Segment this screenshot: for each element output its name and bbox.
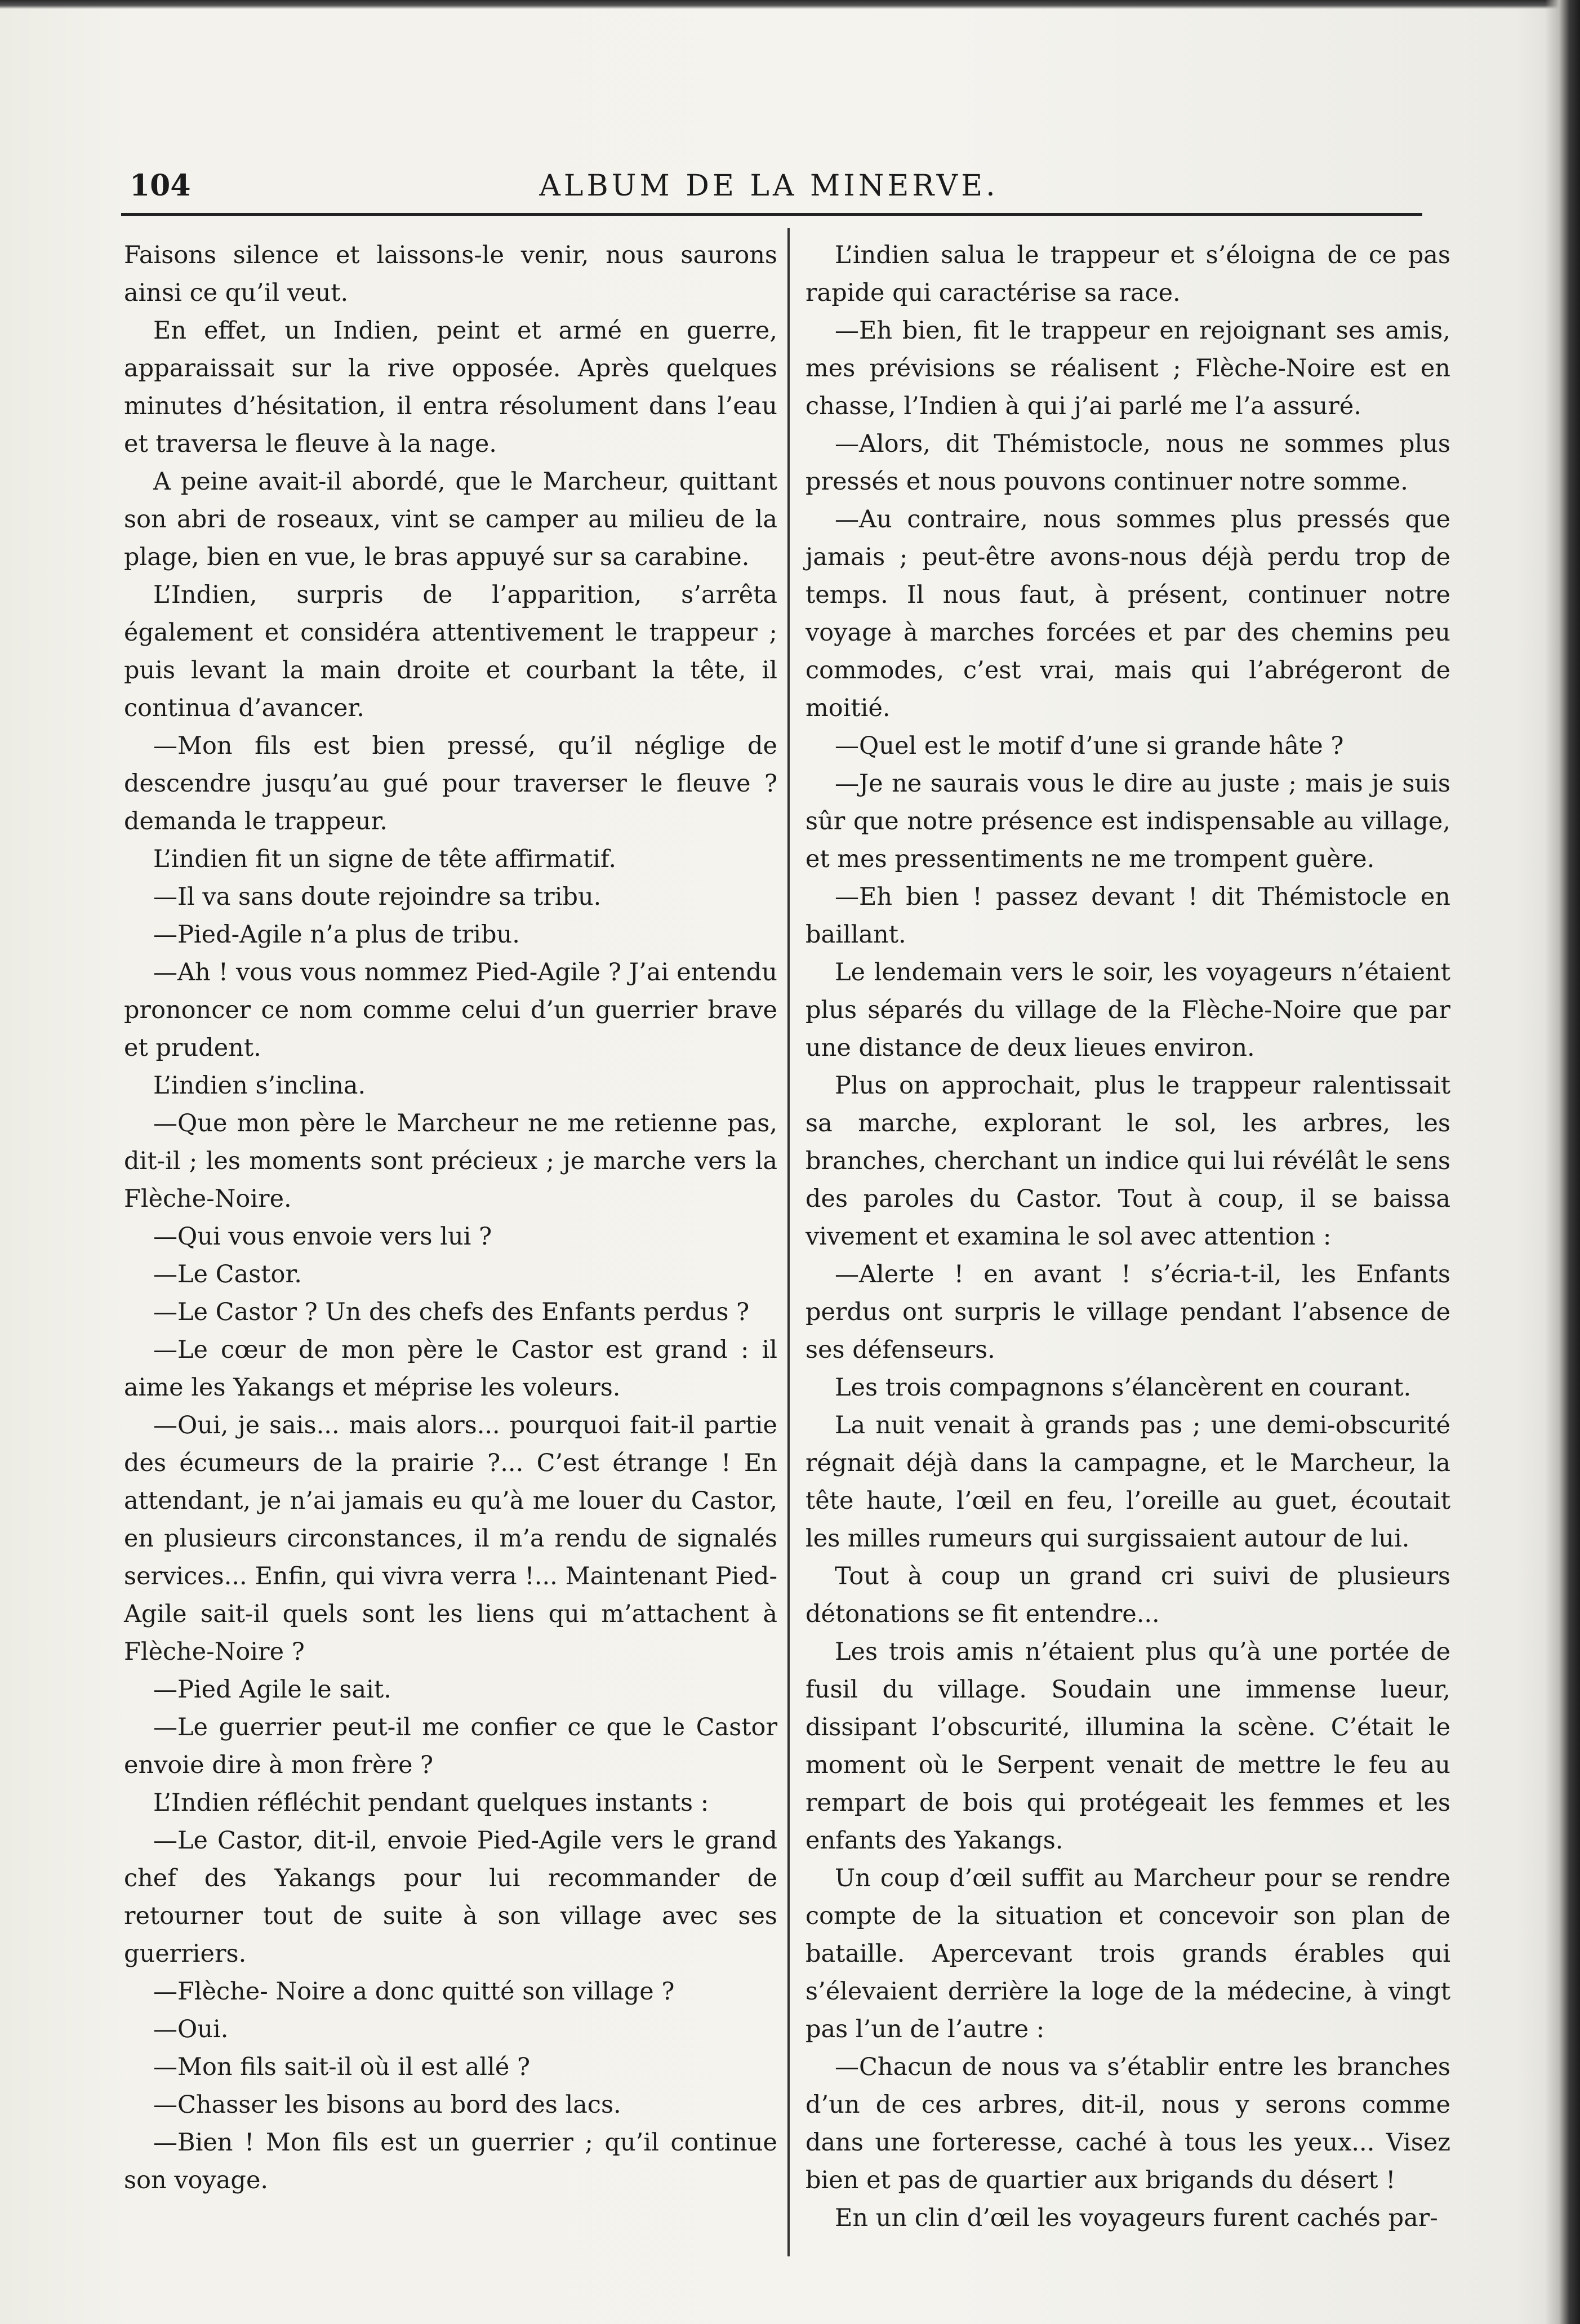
- paragraph: —Le Castor ? Un des chefs des Enfants perdus ?: [153, 1298, 750, 1326]
- paragraph: L’indien fit un signe de tête affirmatif.: [153, 845, 617, 873]
- paragraph: —Bien ! Mon fils est un guerrier ; qu’il continue son voyage.: [124, 2129, 777, 2194]
- paragraph: —Pied Agile le sait.: [153, 1676, 391, 1704]
- paragraph: —Alors, dit Thémistocle, nous ne sommes plus pressés et nous pouvons continuer notre somme.: [805, 430, 1450, 496]
- paragraph: —Chacun de nous va s’établir entre les branches d’un de ces arbres, dit-il, nous y serons comme dans une forteresse, caché à tous les yeux... Visez bien et pas de quartier aux brigands du désert !: [805, 2053, 1450, 2194]
- paragraph: —Mon fils sait-il où il est allé ?: [153, 2053, 531, 2081]
- paragraph: La nuit venait à grands pas ; une demi-obscurité régnait déjà dans la campagne, et le Marcheur, la tête haute, l’œil en feu, l’oreille au guet, écoutait les milles rumeurs qui surgissaient autour de lui.: [805, 1411, 1450, 1553]
- running-title: ALBUM DE LA MINERVE.: [539, 169, 999, 203]
- paragraph: —Qui vous envoie vers lui ?: [153, 1223, 492, 1251]
- paragraph: —Oui, je sais... mais alors... pourquoi fait-il partie des écumeurs de la prairie ?... C’est étrange ! En attendant, je n’ai jamais eu qu’à me louer du Castor, en plusieurs circonstances, il m’a rendu de signalés services... Enfin, qui vivra verra !... Maintenant Pied-Agile sait-il quels sont les liens qui m’attachent à Flèche-Noire ?: [124, 1411, 777, 1666]
- paragraph: —Chasser les bisons au bord des lacs.: [153, 2091, 621, 2119]
- paragraph: —Quel est le motif d’une si grande hâte ?: [835, 732, 1344, 760]
- paragraph: En effet, un Indien, peint et armé en guerre, apparaissait sur la rive opposée. Après quelques minutes d’hésitation, il entra résolument dans l’eau et traversa le fleuve à la nage.: [124, 317, 777, 458]
- paragraph: En un clin d’œil les voyageurs furent cachés par-: [835, 2204, 1438, 2232]
- paragraph: —Le Castor, dit-il, envoie Pied-Agile vers le grand chef des Yakangs pour lui recommander de retourner tout de suite à son village avec ses guerriers.: [124, 1827, 777, 1968]
- paragraph: —Au contraire, nous sommes plus pressés que jamais ; peut-être avons-nous déjà perdu trop de temps. Il nous faut, à présent, continuer notre voyage à marches forcées et par des chemins peu commodes, c’est vrai, mais qui l’abrégeront de moitié.: [805, 505, 1450, 722]
- page-top-edge-shadow: [0, 0, 1580, 9]
- page-header: [130, 163, 1408, 208]
- paragraph: Les trois compagnons s’élancèrent en courant.: [835, 1374, 1412, 1402]
- paragraph: —Pied-Agile n’a plus de tribu.: [153, 921, 520, 949]
- paragraph: L’Indien réfléchit pendant quelques instants :: [153, 1789, 709, 1817]
- paragraph: —Ah ! vous vous nommez Pied-Agile ? J’ai entendu prononcer ce nom comme celui d’un guerrier brave et prudent.: [124, 958, 777, 1062]
- right-column: [805, 237, 1450, 2237]
- column-divider: [787, 228, 790, 2256]
- paragraph: —Eh bien ! passez devant ! dit Thémistocle en baillant.: [805, 883, 1450, 949]
- header-rule: [121, 213, 1422, 216]
- paragraph: —Que mon père le Marcheur ne me retienne pas, dit-il ; les moments sont précieux ; je marche vers la Flèche-Noire.: [124, 1109, 777, 1213]
- paragraph: —Il va sans doute rejoindre sa tribu.: [153, 883, 602, 911]
- paragraph: —Oui.: [153, 2015, 229, 2043]
- paragraph: Le lendemain vers le soir, les voyageurs n’étaient plus séparés du village de la Flèche-Noire que par une distance de deux lieues environ.: [805, 958, 1450, 1062]
- paragraph: Un coup d’œil suffit au Marcheur pour se rendre compte de la situation et concevoir son plan de bataille. Apercevant trois grands érables qui s’élevaient derrière la loge de la médecine, à vingt pas l’un de l’autre :: [805, 1864, 1450, 2043]
- page-number: 104: [130, 168, 191, 203]
- paragraph: Faisons silence et laissons-le venir, nous saurons ainsi ce qu’il veut.: [124, 241, 777, 307]
- paragraph: A peine avait-il abordé, que le Marcheur, quittant son abri de roseaux, vint se camper au milieu de la plage, bien en vue, le bras appuyé sur sa carabine.: [124, 468, 777, 571]
- paragraph: —Eh bien, fit le trappeur en rejoignant ses amis, mes prévisions se réalisent ; Flèche-Noire est en chasse, l’Indien à qui j’ai parlé me l’a assuré.: [805, 317, 1450, 420]
- paragraph: Tout à coup un grand cri suivi de plusieurs détonations se fit entendre...: [805, 1562, 1450, 1628]
- paragraph: L’Indien, surpris de l’apparition, s’arrêta également et considéra attentivement le trappeur ; puis levant la main droite et courbant la tête, il continua d’avancer.: [124, 581, 777, 722]
- paragraph: Plus on approchait, plus le trappeur ralentissait sa marche, explorant le sol, les arbres, les branches, cherchant un indice qui lui révélât le sens des paroles du Castor. Tout à coup, il se baissa vivement et examina le sol avec attention :: [805, 1072, 1450, 1251]
- paragraph: L’indien salua le trappeur et s’éloigna de ce pas rapide qui caractérise sa race.: [805, 241, 1450, 307]
- paragraph: Les trois amis n’étaient plus qu’à une portée de fusil du village. Soudain une immense lueur, dissipant l’obscurité, illumina la scène. C’était le moment où le Serpent venait de mettre le feu au rempart de bois qui protégeait les femmes et les enfants des Yakangs.: [805, 1638, 1450, 1855]
- paragraph: —Flèche- Noire a donc quitté son village ?: [153, 1978, 675, 2006]
- paragraph: —Le Castor.: [153, 1260, 302, 1288]
- page-right-edge-shadow: [1545, 0, 1580, 2324]
- paragraph: —Le guerrier peut-il me confier ce que le Castor envoie dire à mon frère ?: [124, 1713, 777, 1779]
- paragraph: —Alerte ! en avant ! s’écria-t-il, les Enfants perdus ont surpris le village pendant l’absence de ses défenseurs.: [805, 1260, 1450, 1364]
- left-column: [124, 237, 777, 2199]
- paragraph: —Mon fils est bien pressé, qu’il néglige de descendre jusqu’au gué pour traverser le fleuve ? demanda le trappeur.: [124, 732, 777, 836]
- paragraph: L’indien s’inclina.: [153, 1072, 366, 1100]
- paragraph: —Le cœur de mon père le Castor est grand : il aime les Yakangs et méprise les voleurs.: [124, 1336, 777, 1402]
- paragraph: —Je ne saurais vous le dire au juste ; mais je suis sûr que notre présence est indispensable au village, et mes pressentiments ne me trompent guère.: [805, 770, 1450, 873]
